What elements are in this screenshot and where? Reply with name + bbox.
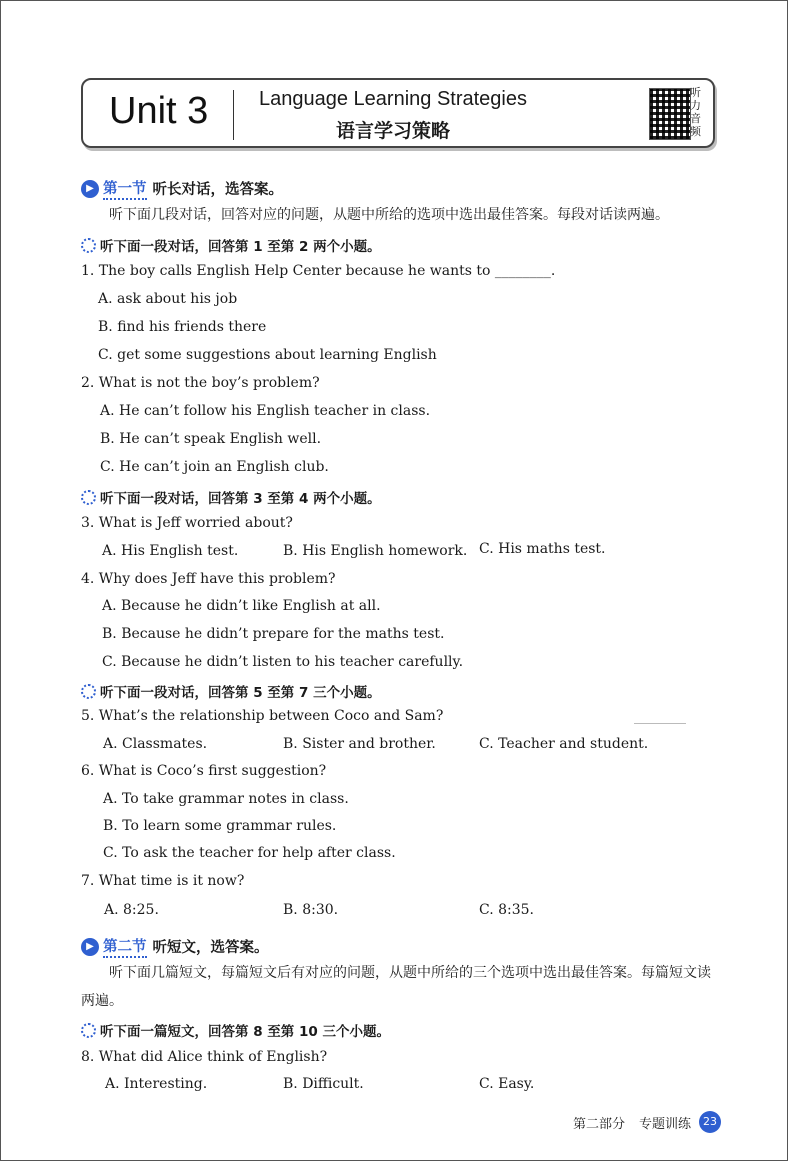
q5-stem: 5. What’s the relationship between Coco and Sam? [81, 708, 444, 724]
dialog1-heading [81, 235, 381, 255]
audio-ring-icon [81, 238, 96, 253]
dialog4-text: 听下面一篇短文，回答第 8 至第 10 三个小题。 [100, 1024, 390, 1040]
qr-label: 听力音频 [690, 86, 701, 138]
dialog1-text: 听下面一段对话，回答第 1 至第 2 两个小题。 [100, 239, 381, 255]
unit-header [81, 78, 715, 148]
q3-option-c: C. His maths test. [479, 541, 606, 557]
q1-option-b: B. find his friends there [98, 319, 267, 335]
section1-heading [81, 177, 283, 200]
dialog2-heading [81, 487, 381, 507]
q3-stem: 3. What is Jeff worried about? [81, 515, 293, 531]
page-footer [573, 1111, 721, 1133]
q6-stem: 6. What is Coco’s first suggestion? [81, 763, 327, 779]
audio-ring-icon [81, 490, 96, 505]
footer-topic: 专题训练 [639, 1116, 692, 1132]
q7-option-b: B. 8:30. [283, 902, 339, 918]
q8-option-b: B. Difficult. [283, 1076, 364, 1092]
footer-part: 第二部分 [573, 1116, 626, 1132]
q4-option-c: C. Because he didn’t listen to his teacher carefully. [102, 654, 464, 670]
q8-stem: 8. What did Alice think of English? [81, 1049, 328, 1065]
play-icon: ▶ [81, 938, 99, 956]
q5-option-a: A. Classmates. [103, 736, 208, 752]
q4-option-a: A. Because he didn’t like English at all. [102, 598, 381, 614]
dialog2-text: 听下面一段对话，回答第 3 至第 4 两个小题。 [100, 491, 381, 507]
unit-title-english: Language Learning Strategies [259, 88, 527, 110]
q2-option-a: A. He can’t follow his English teacher in class. [100, 403, 431, 419]
page-number: 23 [699, 1111, 721, 1133]
q5-option-c: C. Teacher and student. [479, 736, 649, 752]
section2-label: 第二节 [103, 935, 147, 958]
q1-option-c: C. get some suggestions about learning English [98, 347, 437, 363]
q2-stem: 2. What is not the boy’s problem? [81, 375, 320, 391]
scan-mark [634, 723, 686, 724]
q1-stem: 1. The boy calls English Help Center because he wants to ________. [81, 263, 556, 279]
q4-option-b: B. Because he didn’t prepare for the maths test. [102, 626, 445, 642]
play-icon: ▶ [81, 180, 99, 198]
dialog3-text: 听下面一段对话，回答第 5 至第 7 三个小题。 [100, 685, 381, 701]
q7-option-c: C. 8:35. [479, 902, 535, 918]
q6-option-b: B. To learn some grammar rules. [103, 818, 337, 834]
section2-intro: 听下面几篇短文，每篇短文后有对应的问题，从题中所给的三个选项中选出最佳答案。每篇短文读两遍。 [81, 965, 711, 1009]
unit-title: Unit 3 [109, 90, 209, 132]
q6-option-c: C. To ask the teacher for help after class. [103, 845, 396, 861]
header-divider [233, 90, 234, 140]
section1-title: 听长对话，选答案。 [152, 182, 283, 198]
unit-title-chinese: 语言学习策略 [335, 120, 450, 142]
section2-title: 听短文，选答案。 [152, 940, 269, 956]
q2-option-b: B. He can’t speak English well. [100, 431, 322, 447]
q6-option-a: A. To take grammar notes in class. [103, 791, 349, 807]
q1-option-a: A. ask about his job [98, 291, 238, 307]
q5-option-b: B. Sister and brother. [283, 736, 436, 752]
section1-label: 第一节 [103, 177, 147, 200]
q2-option-c: C. He can’t join an English club. [100, 459, 329, 475]
q7-stem: 7. What time is it now? [81, 873, 245, 889]
q7-option-a: A. 8:25. [104, 902, 159, 918]
audio-ring-icon [81, 684, 96, 699]
audio-ring-icon [81, 1023, 96, 1038]
q8-option-c: C. Easy. [479, 1076, 535, 1092]
q8-option-a: A. Interesting. [105, 1076, 208, 1092]
section1-intro: 听下面几段对话，回答对应的问题，从题中所给的选项中选出最佳答案。每段对话读两遍。 [109, 207, 669, 223]
q4-stem: 4. Why does Jeff have this problem? [81, 571, 336, 587]
section2-heading [81, 935, 269, 958]
dialog4-heading [81, 1020, 390, 1040]
q3-option-a: A. His English test. [102, 543, 239, 559]
qr-code [649, 88, 691, 140]
dialog3-heading [81, 681, 381, 701]
q3-option-b: B. His English homework. [283, 543, 468, 559]
